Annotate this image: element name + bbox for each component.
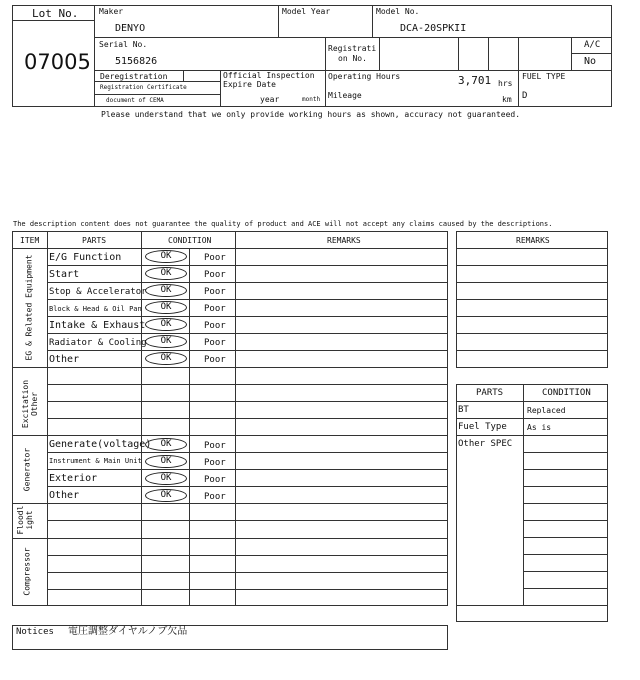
cema-label: document of CEMA — [106, 97, 164, 104]
ok-mark: OK — [145, 352, 187, 365]
part-row: Start — [49, 269, 80, 280]
ok-mark: OK — [145, 455, 187, 468]
lot-label: Lot No. — [32, 7, 79, 20]
part-row: Stop & Accelerator — [49, 287, 147, 297]
section-floodlight: Floodlight — [16, 505, 34, 535]
poor-label: Poor — [204, 458, 226, 468]
col-parts: PARTS — [82, 236, 107, 245]
spec-condition: As is — [527, 423, 552, 432]
section-eg-related: EG & Related Equipment — [24, 254, 34, 361]
model-no-label: Model No. — [376, 7, 420, 16]
fuel-type-value: D — [522, 91, 528, 101]
col-condition: CONDITION — [168, 236, 212, 245]
poor-label: Poor — [204, 355, 226, 365]
ok-mark: OK — [145, 301, 187, 314]
disclaimer: The description content does not guarantee the quality of product and ACE will not accept any claims caused by the descriptions. — [13, 220, 553, 228]
poor-label: Poor — [204, 475, 226, 485]
registration-label-2: on No. — [338, 54, 367, 63]
hours-accuracy-notice: Please understand that we only provide working hours as shown, accuracy not guaranteed. — [101, 110, 521, 119]
spec-part: Fuel Type — [458, 422, 507, 432]
ok-mark: OK — [145, 318, 187, 331]
year-label: year — [260, 95, 280, 104]
spec-col-condition: CONDITION — [542, 388, 591, 398]
poor-label: Poor — [204, 441, 226, 451]
ok-mark: OK — [145, 250, 187, 263]
model-year-label: Model Year — [282, 7, 331, 16]
hrs-label: hrs — [498, 79, 513, 88]
ok-mark: OK — [145, 284, 187, 297]
ok-mark: OK — [145, 438, 187, 451]
ac-value: No — [584, 56, 597, 67]
right-remarks-label: REMARKS — [516, 236, 550, 245]
ok-mark: OK — [145, 472, 187, 485]
operating-hours-value: 3,701 — [458, 74, 492, 87]
operating-hours-label: Operating Hours — [328, 72, 401, 81]
notices-label: Notices — [16, 627, 54, 637]
col-remarks: REMARKS — [327, 236, 361, 245]
spec-col-parts: PARTS — [476, 388, 504, 398]
mileage-label: Mileage — [328, 91, 362, 100]
poor-label: Poor — [204, 338, 226, 348]
section-compressor: Compressor — [22, 547, 32, 596]
poor-label: Poor — [204, 321, 226, 331]
fuel-type-label: FUEL TYPE — [522, 72, 566, 81]
part-row: Block & Head & Oil Pan — [49, 305, 142, 313]
part-row: Other — [49, 354, 80, 365]
ac-label: A/C — [584, 40, 601, 50]
part-row: Instrument & Main Unit — [49, 457, 142, 465]
part-row: Generate(voltage) — [49, 439, 152, 450]
registration-certificate-label: Registration Certificate — [100, 84, 187, 91]
deregistration-label: Deregistration — [100, 72, 168, 81]
notices-text: 電圧調整ダイヤルノブ欠品 — [68, 626, 188, 637]
part-row: Other — [49, 490, 80, 501]
ok-mark: OK — [145, 335, 187, 348]
ok-mark: OK — [145, 267, 187, 280]
inspection-label: Official Inspection — [223, 71, 315, 80]
poor-label: Poor — [204, 287, 226, 297]
model-no-value: DCA-20SPKII — [400, 23, 467, 34]
inspection-label-2: Expire Date — [223, 80, 276, 89]
lot-number: 07005 — [24, 50, 91, 74]
km-label: km — [502, 95, 512, 104]
col-item: ITEM — [20, 236, 40, 245]
maker-label: Maker — [99, 7, 124, 16]
poor-label: Poor — [204, 304, 226, 314]
section-generator: Generator — [22, 447, 32, 492]
ok-mark: OK — [145, 489, 187, 502]
spec-condition: Replaced — [527, 406, 566, 415]
serial-value: 5156826 — [115, 56, 158, 67]
part-row: Intake & Exhaust — [49, 320, 146, 331]
poor-label: Poor — [204, 270, 226, 280]
serial-label: Serial No. — [99, 40, 148, 49]
poor-label: Poor — [204, 492, 226, 502]
spec-part: Other SPEC — [458, 439, 513, 449]
spec-part: BT — [458, 405, 469, 415]
poor-label: Poor — [204, 253, 226, 263]
maker-value: DENYO — [115, 23, 146, 34]
part-row: Radiator & Cooling — [49, 338, 147, 348]
month-label: month — [302, 96, 321, 103]
registration-label: Registrati — [328, 44, 377, 53]
part-row: Exterior — [49, 473, 98, 484]
section-excitation: Excitation Other — [21, 379, 39, 429]
part-row: E/G Function — [49, 252, 122, 263]
